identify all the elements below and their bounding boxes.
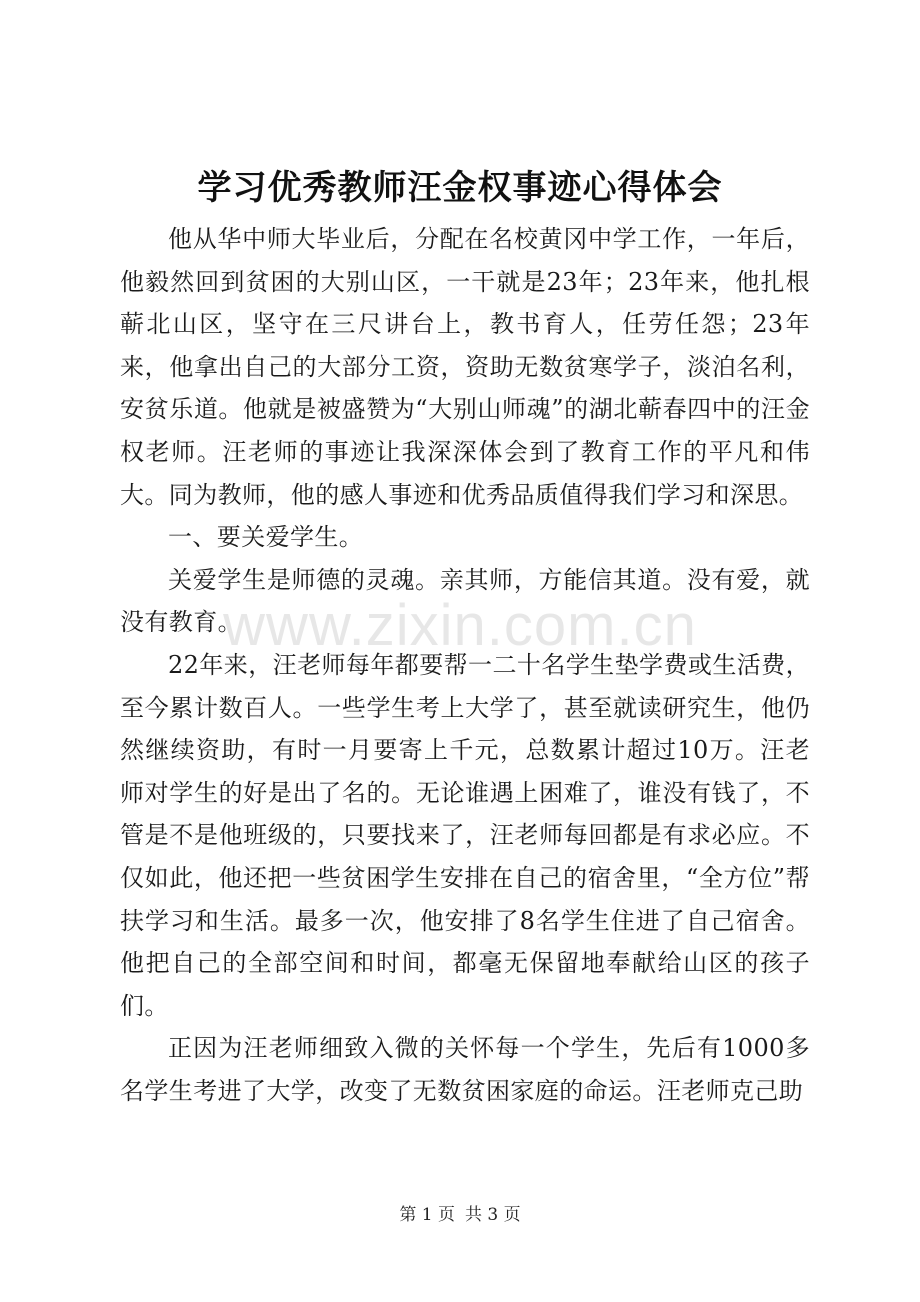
paragraph-support-students: 22年来，汪老师每年都要帮一二十名学生垫学费或生活费，至今累计数百人。一些学生考上大学了，甚至就读研究生，他仍然继续资助，有时一月要寄上千元，总数累计超过10万。汪老师对学生的好是出了名的。无论谁遇上困难了，谁没有钱了，不管是不是他班级的，只要找来了，汪老师每回都是有求必应。不仅如此，他还把一些贫困学生安排在自己的宿舍里，“全方位”帮扶学习和生活。最多一次，他安排了8名学生住进了自己宿舍。他把自己的全部空间和时间，都毫无保留地奉献给山区的孩子们。 bbox=[120, 650, 810, 1020]
paragraph-intro: 他从华中师大毕业后，分配在名校黄冈中学工作，一年后，他毅然回到贫困的大别山区，一干就是23年；23年来，他扎根蕲北山区，坚守在三尺讲台上，教书育人，任劳任怨；23年来，他拿出自己的大部分工资，资助无数贫寒学子，淡泊名利，安贫乐道。他就是被盛赞为“大别山师魂”的湖北蕲春四中的汪金权老师。汪老师的事迹让我深深体会到了教育工作的平凡和伟大。同为教师，他的感人事迹和优秀品质值得我们学习和深思。 bbox=[120, 225, 810, 509]
paragraph-results: 正因为汪老师细致入微的关怀每一个学生，先后有1000多名学生考进了大学，改变了无数贫困家庭的命运。汪老师克己助 bbox=[120, 1034, 810, 1105]
watermark: www.zixin.com.cn bbox=[223, 593, 697, 658]
paragraph-care-soul: 关爱学生是师德的灵魂。亲其师，方能信其道。没有爱，就没有教育。 bbox=[120, 565, 810, 637]
page-total: 共 3 页 bbox=[465, 1205, 521, 1225]
section-heading-care-students: 一、要关爱学生。 bbox=[168, 523, 364, 552]
page-footer bbox=[0, 1200, 920, 1225]
page-number: 第 1 页 bbox=[399, 1205, 455, 1225]
document-title: 学习优秀教师汪金权事迹心得体会 bbox=[197, 168, 723, 208]
document-body bbox=[120, 218, 810, 1112]
